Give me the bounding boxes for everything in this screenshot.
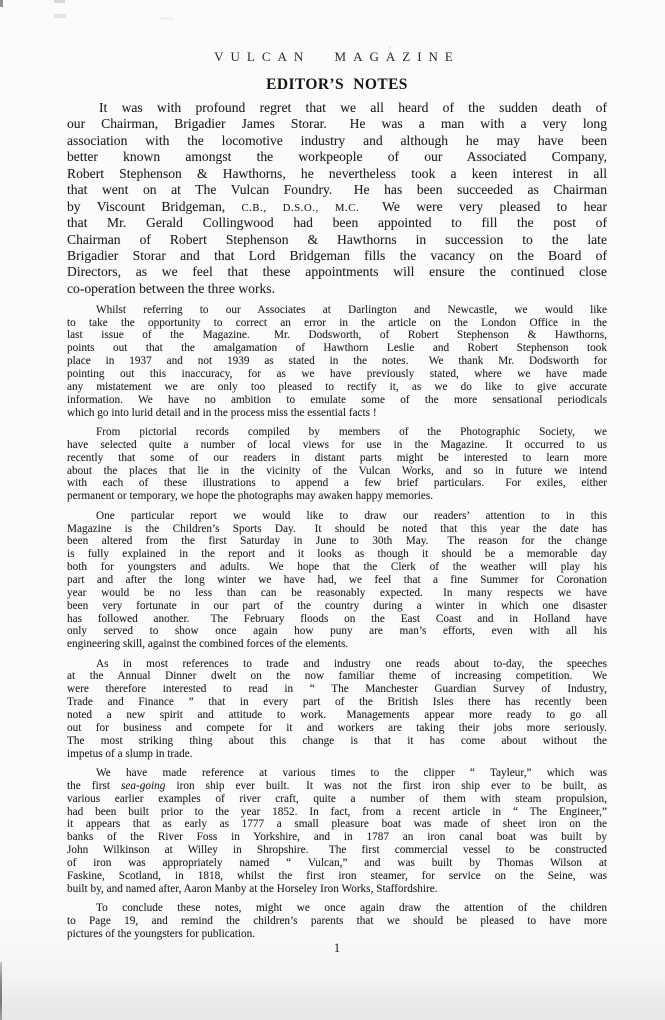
text-line: pointing out this inaccuracy, for as we have previously stated, where we have made xyxy=(67,368,607,381)
text-line: pictures of the youngsters for publication. xyxy=(67,927,256,940)
text-line: association with the locomotive industry and although he may have been xyxy=(67,132,607,148)
text-line: Robert Stephenson & Hawthorns, he nevertheless took a keen interest in all xyxy=(67,165,607,181)
text-line: had been built prior to the year 1852. In fact, from a recent article in “ The Engineer,” xyxy=(67,805,607,818)
scan-artifact-smudge xyxy=(160,17,174,20)
paragraph xyxy=(67,426,607,503)
paragraph xyxy=(67,658,607,761)
magazine-title: VULCAN MAGAZINE xyxy=(214,49,460,64)
text-line: only served to show once again how puny are man’s efforts, even with all his xyxy=(67,625,607,638)
text-line: Whilst referring to our Associates at Darlington and Newcastle, we would like xyxy=(96,303,607,316)
text-line: it appears that as early as 1777 a small pleasure boat was made of sheet iron on the xyxy=(67,818,607,831)
text-line: Trade and Finance ” that in every part of the British Isles there has recently been xyxy=(67,696,607,709)
text-line: year would be no less than can be reasonably expected. In many respects we have xyxy=(67,586,607,599)
text-line: both for youngsters and adults. We hope that the Clerk of the weather will play his xyxy=(67,561,607,574)
text-line: with each of these illustrations to append a few brief particulars. For exiles, either xyxy=(67,477,607,490)
text-line: that went on at The Vulcan Foundry. He has been succeeded as Chairman xyxy=(67,182,607,198)
text-line: better known amongst the workpeople of our Associated Company, xyxy=(67,149,607,165)
text-line: at the Annual Dinner dwelt on the now familiar theme of increasing competition. We xyxy=(67,670,607,683)
text-line: John Wilkinson at Willey in Shropshire. The first commercial vessel to be constructed xyxy=(67,844,607,857)
text-line: noted a new spirit and attitude to work. Managements appear more ready to go all xyxy=(67,709,607,722)
text-line: to Page 19, and remind the children’s parents that we should be pleased to have more xyxy=(67,914,607,927)
article-body xyxy=(67,100,607,941)
text-line: about the places that lie in the vicinity of the Vulcan Works, and so in future we intend xyxy=(67,464,607,477)
scan-artifact-edge-nub xyxy=(0,0,3,7)
text-line: is fully explained in the report and it looks as though it should be a memorable day xyxy=(67,548,607,561)
text-line: Magazine is the Children’s Sports Day. It should be noted that this year the date has xyxy=(67,522,607,535)
paragraph xyxy=(67,902,607,941)
text-line: various earlier examples of river craft, quite a number of them with steam propulsion, xyxy=(67,792,607,805)
text-line: As in most references to trade and industry one reads about to-day, the speeches xyxy=(96,657,607,670)
text-line: our Chairman, Brigadier James Storar. He was a man with a very long xyxy=(67,116,607,132)
paragraph xyxy=(67,100,607,297)
text-line: The most striking thing about this change is that it has come about without the xyxy=(67,734,607,747)
text-line: We have made reference at various times to the clipper “ Tayleur,” which was xyxy=(96,766,607,779)
text-line: part and after the long winter we have had, we feel that a fine Summer for Coronation xyxy=(67,573,607,586)
text-line: Brigadier Storar and that Lord Bridgeman fills the vacancy on the Board of xyxy=(67,247,607,263)
scan-artifact-dash xyxy=(54,0,65,3)
text-line: recently that some of our readers in distant parts might be interested to learn more xyxy=(67,451,607,464)
text-line: were therefore interested to read in “ The Manchester Guardian Survey of Industry, xyxy=(67,683,607,696)
text-line: out for business and compete for it and workers are taking their jobs more seriously. xyxy=(67,721,607,734)
scan-artifact-dash xyxy=(54,14,66,18)
text-line: last issue of the Magazine. Mr. Dodsworth, of Robert Stephenson & Hawthorns, xyxy=(67,329,607,342)
text-line: permanent or temporary, we hope the photographs may awaken happy memories. xyxy=(67,490,434,503)
text-line: that Mr. Gerald Collingwood had been appointed to fill the post of xyxy=(67,215,607,231)
text-line: One particular report we would like to draw our readers’ attention to in this xyxy=(96,509,607,522)
text-line: banks of the River Foss in Yorkshire, and in 1787 an iron canal boat was built by xyxy=(67,831,607,844)
text-line: which go into lurid detail and in the process miss the essential facts ! xyxy=(67,406,377,419)
paragraph xyxy=(67,510,607,651)
scan-artifact-edge-line xyxy=(0,962,2,1020)
text-line: points out that the amalgamation of Hawthorn Leslie and Robert Stephenson took xyxy=(67,342,607,355)
text-line: to take the opportunity to correct an error in the article on the London Office in the xyxy=(67,316,607,329)
text-line: To conclude these notes, might we once again draw the attention of the children xyxy=(96,902,607,915)
text-line: engineering skill, against the combined forces of the elements. xyxy=(67,638,349,651)
text-line: built by, and named after, Aaron Manby at the Horseley Iron Works, Staffordshire. xyxy=(67,882,438,895)
text-line: place in 1937 and not 1939 as stated in the notes. We thank Mr. Dodsworth for xyxy=(67,355,607,368)
text-line: been very fortunate in our part of the country during a winter in which one disaster xyxy=(67,599,607,612)
text-line: Faskine, Scotland, in 1818, whilst the first iron steamer, for service on the Seine, was xyxy=(67,869,607,882)
section-title: EDITOR’S NOTES xyxy=(266,76,408,93)
text-line: co-operation between the three works. xyxy=(67,280,275,296)
text-line: been altered from the first Saturday in June to 30th May. The reason for the change xyxy=(67,535,607,548)
text-line: any mistatement we are only too pleased to rectify it, as we do like to give accurate xyxy=(67,380,607,393)
text-line: impetus of a slump in trade. xyxy=(67,747,193,760)
text-line: It was with profound regret that we all heard of the sudden death of xyxy=(99,100,607,115)
text-line: Chairman of Robert Stephenson & Hawthorns in succession to the late xyxy=(67,231,607,247)
text-line: the first sea-going iron ship ever built. It was not the first iron ship ever to be built, as xyxy=(67,779,607,792)
text-line: by Viscount Bridgeman, C.B., D.S.O., M.C. We were very pleased to hear xyxy=(67,198,607,214)
page-number: 1 xyxy=(333,940,341,955)
text-line: of iron was appropriately named “ Vulcan,” and was built by Thomas Wilson at xyxy=(67,856,607,869)
paragraph xyxy=(67,767,607,896)
text-line: information. We have no ambition to emulate some of the more sensational periodicals xyxy=(67,393,607,406)
text-line: From pictorial records compiled by members of the Photographic Society, we xyxy=(96,425,607,438)
text-line: has followed another. The February floods on the East Coast and in Holland have xyxy=(67,612,607,625)
text-line: Directors, as we feel that these appointments will ensure the continued close xyxy=(67,264,607,280)
paragraph xyxy=(67,304,607,420)
text-line: have selected quite a number of local views for use in the Magazine. It occurred to us xyxy=(67,438,607,451)
